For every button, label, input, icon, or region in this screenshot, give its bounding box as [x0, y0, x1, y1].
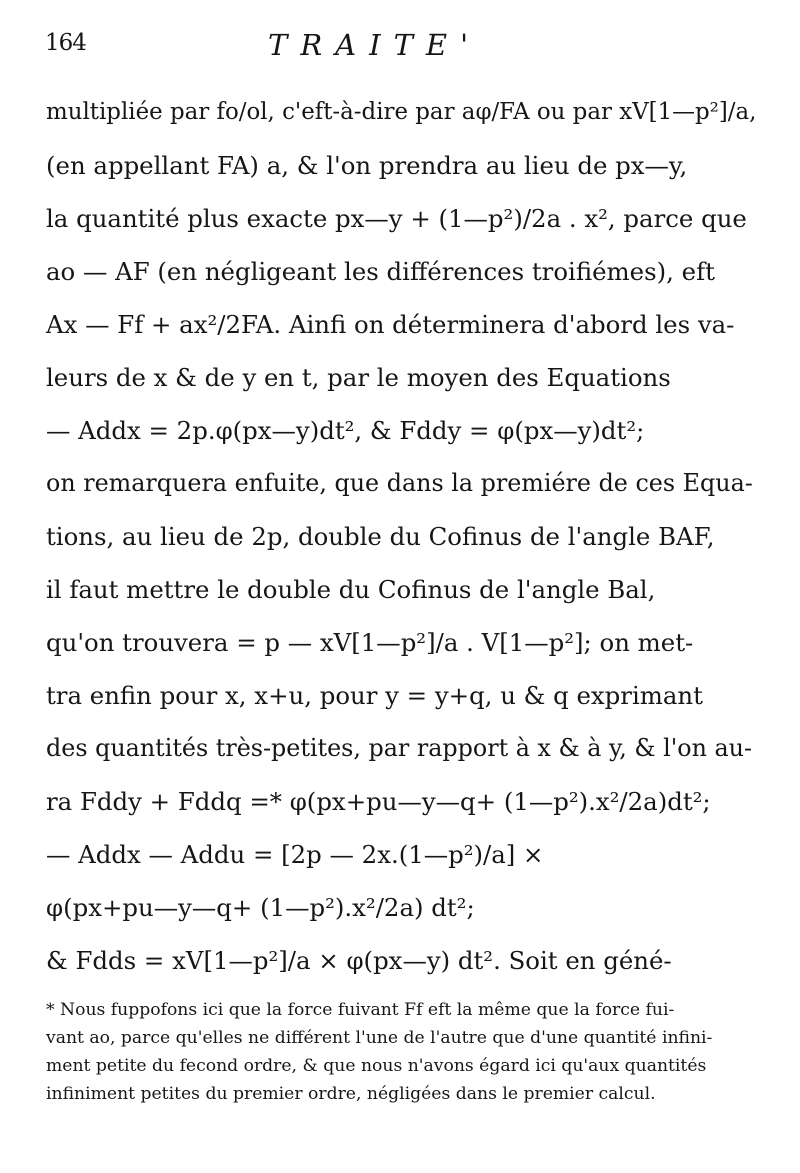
text-line: des quantités très-petites, par rapport à x & à y, & l'on au- — [46, 734, 753, 762]
footnote-line: ment petite du fecond ordre, & que nous n'avons égard ici qu'aux quantités — [46, 1056, 707, 1076]
footnote-line: infiniment petites du premier ordre, négligées dans le premier calcul. — [46, 1084, 656, 1104]
footnote-line: * Nous fuppofons ici que la force fuivant Ff eft la même que la force fui- — [46, 1000, 675, 1020]
equation-line: & Fdds = xV[1—p²]/a × φ(px—y) dt². Soit en géné- — [46, 946, 672, 975]
text-line: tions, au lieu de 2p, double du Cofinus de l'angle BAF, — [46, 522, 715, 551]
text-line: qu'on trouvera = p — xV[1—p²]/a . V[1—p²]; on met- — [46, 628, 694, 657]
equation-line: ra Fddy + Fddq =* φ(px+pu—y—q+ (1—p²).x²/2a)dt²; — [46, 787, 711, 816]
text-line: (en appellant FA) a, & l'on prendra au lieu de px—y, — [46, 151, 688, 180]
equation-line: — Addx = 2p.φ(px—y)dt², & Fddy = φ(px—y)dt²; — [46, 416, 645, 445]
text-line: on remarquera enfuite, que dans la premiére de ces Equa- — [46, 469, 753, 497]
footnote — [46, 996, 758, 1108]
text-line: ao — AF (en négligeant les différences troifiémes), eft — [46, 257, 715, 286]
text-line: tra enfin pour x, x+u, pour y = y+q, u & q exprimant — [46, 681, 703, 710]
footnote-line: vant ao, parce qu'elles ne différent l'une de l'autre que d'une quantité infini- — [46, 1028, 713, 1048]
page-number: 164 — [45, 30, 86, 56]
page-header — [45, 28, 755, 68]
equation-line: — Addx — Addu = [2p — 2x.(1—p²)/a] × — [46, 840, 544, 869]
text-line: Ax — Ff + ax²/2FA. Ainfi on déterminera d'abord les va- — [46, 310, 735, 339]
text-line: il faut mettre le double du Cofinus de l'angle Bal, — [46, 575, 656, 604]
text-line: leurs de x & de y en t, par le moyen des Equations — [46, 363, 671, 392]
text-line: la quantité plus exacte px—y + (1—p²)/2a . x², parce que — [46, 204, 747, 233]
equation-line: φ(px+pu—y—q+ (1—p²).x²/2a) dt²; — [46, 893, 475, 922]
running-title: TRAITE' — [268, 28, 482, 62]
text-line: multipliée par fo/ol, c'eft-à-dire par aφ/FA ou par xV[1—p²]/a, — [46, 99, 757, 125]
main-text — [46, 86, 758, 987]
